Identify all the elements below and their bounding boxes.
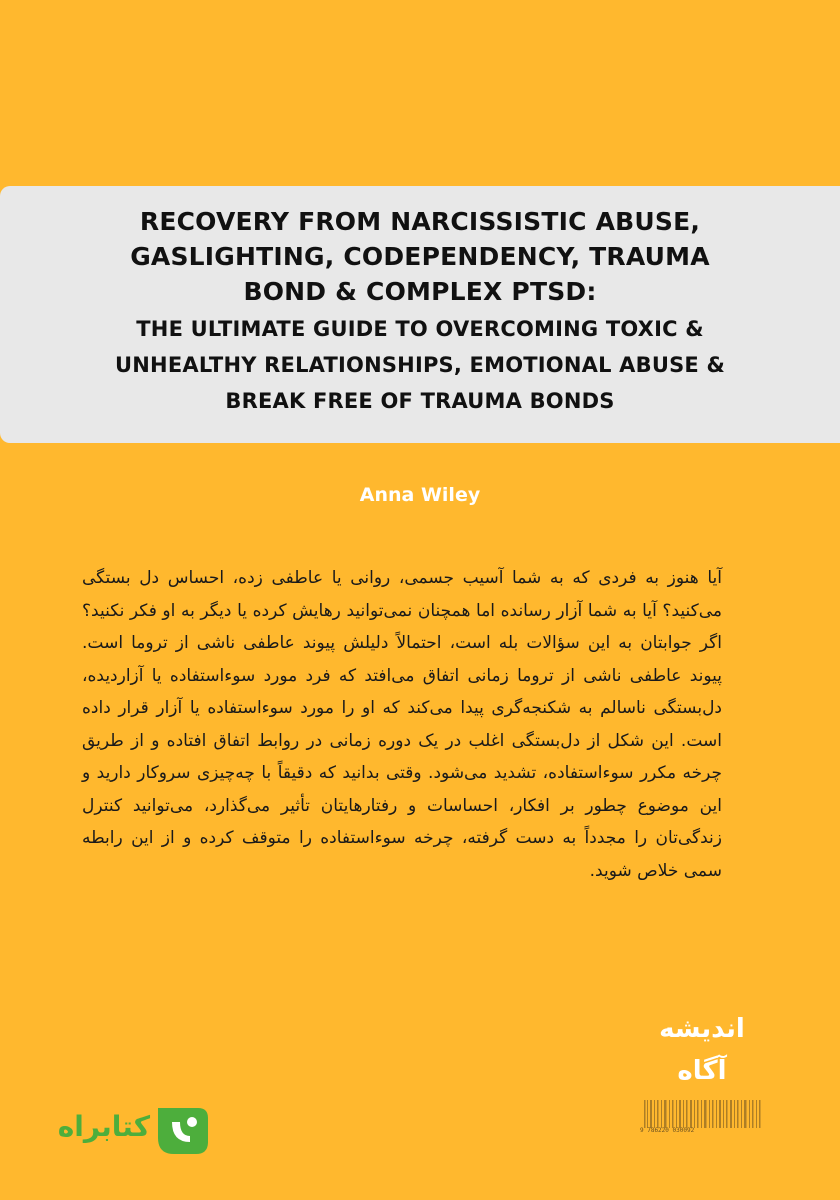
title-line: RECOVERY FROM NARCISSISTIC ABUSE, <box>139 207 701 236</box>
title-banner <box>0 186 840 443</box>
subtitle-line: BREAK FREE OF TRAUMA BONDS <box>225 389 615 413</box>
author-name: Anna Wiley <box>359 484 481 506</box>
title-line: GASLIGHTING, CODEPENDENCY, TRAUMA <box>130 242 710 271</box>
barcode-digits: 9 786220 030092 <box>640 1127 695 1134</box>
blurb-text: آیا هنوز به فردی که به شما آسیب جسمی، روانی یا عاطفی زده، احساس دل بستگی می‌کنید؟ آیا به شما آزار رسانده اما همچنان نمی‌توانید رهایش کرده یا دیگر به او فکر نکنید؟ اگر جوابتان به این سؤالات بله است، احتمالاً دلیلش پیوند عاطفی ناشی از تروما است. پیوند عاطفی ناشی از تروما زمانی اتفاق می‌افتد که فرد مورد سوءاستفاده یا آزاردیده، دل‌بستگی ناسالم به شکنجه‌گری پیدا می‌کند که او را مورد سوءاستفاده یا آزار قرار داده است. این شکل از دل‌بستگی اغلب در یک دوره زمانی در روابط اتفاق افتاده و از طریق چرخه مکرر سوءاستفاده، تشدید می‌شود. وقتی بدانید که دقیقاً با چه‌چیزی سروکار دارید و این موضوع چطور بر افکار، احساسات و رفتارهایتان تأثیر می‌گذارد، می‌توانید کنترل زندگی‌تان را مجدداً به دست گرفته، چرخه سوءاستفاده را متوقف کرده و از این رابطه سمی خلاص شوید. <box>82 568 722 881</box>
publisher-logo <box>638 1012 766 1136</box>
publisher-name-line2: آگاه <box>677 1056 727 1086</box>
brand-leaf-icon <box>152 1102 212 1158</box>
subtitle-line: UNHEALTHY RELATIONSHIPS, EMOTIONAL ABUSE & <box>115 353 725 377</box>
book-subtitle <box>20 311 820 419</box>
barcode-icon <box>642 1100 762 1128</box>
book-title <box>20 204 820 309</box>
publisher-name-line1: اندیشه <box>659 1014 745 1044</box>
brand-logo <box>40 1102 220 1162</box>
title-line: BOND & COMPLEX PTSD: <box>243 277 597 306</box>
subtitle-line: THE ULTIMATE GUIDE TO OVERCOMING TOXIC & <box>136 317 704 341</box>
brand-name: کتابراه <box>57 1110 150 1143</box>
